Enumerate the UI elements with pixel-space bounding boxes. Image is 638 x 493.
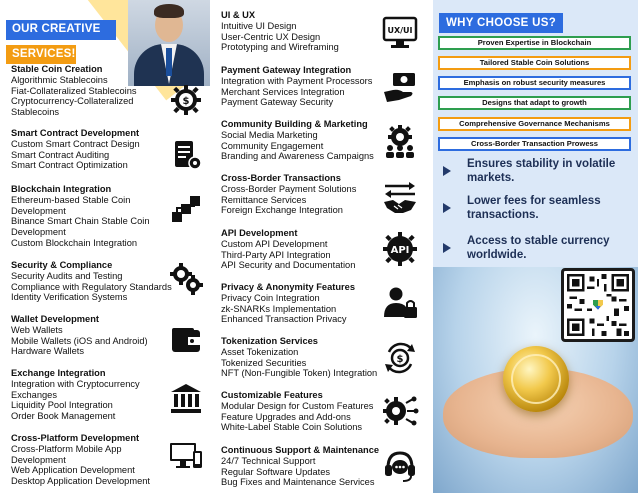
smart-contract-icon [168,137,204,173]
service-heading: Wallet Development [11,314,99,324]
api-gear-icon [381,231,419,267]
services-title-line1: OUR CREATIVE [6,20,116,40]
service-item: Feature Upgrades and Add-ons [221,411,351,422]
service-item: Modular Design for Custom Features [221,400,374,411]
service-item: Bug Fixes and Maintenance Services [221,477,375,488]
service-item: Smart Contract Auditing [11,149,110,160]
service-security-compliance [11,260,172,303]
service-item: Identity Verification Systems [11,292,128,303]
blockchain-blocks-icon [168,192,204,228]
benefit-text: Lower fees for seamless transactions. [467,195,601,221]
benefit-bullet [443,158,633,188]
service-item: Binance Smart Chain Stable Coin [11,216,150,227]
arrow-icon [443,166,451,176]
service-item: Exchanges [11,389,57,400]
reason-pill: Comprehensive Governance Mechanisms [438,117,631,131]
reason-pill: Proven Expertise in Blockchain [438,36,631,50]
service-item: Enhanced Transaction Privacy [221,314,347,325]
service-item: Development [11,205,66,216]
service-item: Cryptocurrency-Collateralized [11,96,134,107]
service-heading: UI & UX [221,10,256,20]
service-item: Regular Software Updates [221,466,331,477]
right-column [433,0,638,493]
service-item: White-Label Stable Coin Solutions [221,422,363,433]
service-cross-border [221,173,356,216]
community-gear-icon [381,124,419,160]
service-item: Liquidity Pool Integration [11,400,113,411]
arrow-icon [443,203,451,213]
user-lock-icon [381,285,419,321]
svg-text:$: $ [396,354,404,365]
service-item: Asset Tokenization [221,346,299,357]
service-item: Development [11,454,66,465]
service-item: Foreign Exchange Integration [221,205,343,216]
service-heading: Blockchain Integration [11,184,112,194]
service-item: Algorithmic Stablecoins [11,74,108,85]
service-item: Hardware Wallets [11,346,85,357]
reason-pill: Designs that adapt to growth [438,96,631,110]
service-item: Branding and Awareness Campaigns [221,151,374,162]
service-item: Prototyping and Wireframing [221,42,339,53]
service-item: API Security and Documentation [221,260,356,271]
service-item: Stablecoins [11,107,60,118]
service-item: Web Application Development [11,465,135,476]
service-item: Custom API Development [221,238,328,249]
service-item: Order Book Management [11,411,116,422]
service-blockchain-integration [11,184,150,249]
service-item: Privacy Coin Integration [221,292,320,303]
benefit-text: Ensures stability in volatile markets. [467,158,616,184]
service-community-marketing [221,119,374,162]
exchange-bank-icon [168,381,204,417]
payment-hand-icon [381,70,419,106]
handshake-icon [381,180,419,216]
left-column [0,0,215,493]
service-item: Fiat-Collateralized Stablecoins [11,85,137,96]
service-item: Intuitive UI Design [221,20,297,31]
reason-pill: Tailored Stable Coin Solutions [438,56,631,70]
service-item: User-Centric UX Design [221,31,321,42]
service-continuous-support [221,445,379,488]
service-heading: Stable Coin Creation [11,64,103,74]
service-payment-gateway [221,65,372,108]
service-ui-ux [221,10,339,53]
service-item: Community Engagement [221,140,324,151]
services-title-line2: SERVICES! [6,45,76,65]
service-cross-platform [11,433,150,487]
service-heading: Cross-Platform Development [11,433,140,443]
service-exchange-integration [11,368,140,422]
service-item: Third-Party API Integration [221,249,331,260]
service-heading: Continuous Support & Maintenance [221,445,380,455]
service-item: NFT (Non-Fungible Token) Integration [221,368,378,379]
service-item: Integration with Cryptocurrency [11,378,140,389]
security-gears-icon [168,261,204,297]
reason-pill: Cross-Border Transaction Prowess [438,137,631,151]
benefit-bullet [443,195,633,225]
service-item: Integration with Payment Processors [221,75,373,86]
service-tokenization [221,336,377,379]
service-item: Desktop Application Development [11,476,151,487]
service-item: zk-SNARKs Implementation [221,303,337,314]
service-item: Custom Smart Contract Design [11,138,140,149]
service-heading: Security & Compliance [11,260,113,270]
reason-pill: Emphasis on robust security measures [438,76,631,90]
service-heading: API Development [221,228,298,238]
service-item: Ethereum-based Stable Coin [11,194,131,205]
service-item: Payment Gateway Security [221,97,334,108]
ux-ui-monitor-icon [381,15,419,51]
arrow-icon [443,243,451,253]
service-item: Custom Blockchain Integration [11,237,138,248]
service-item: Tokenized Securities [221,357,307,368]
qr-code-icon[interactable] [561,268,635,342]
service-heading: Customizable Features [221,390,323,400]
services-title [6,20,116,64]
service-item: Compliance with Regulatory Standards [11,281,172,292]
service-heading: Tokenization Services [221,336,318,346]
benefit-bullet [443,235,633,265]
service-customizable-features [221,390,373,433]
service-heading: Privacy & Anonymity Features [221,282,355,292]
service-item: 24/7 Technical Support [221,455,316,466]
why-choose-us-title: WHY CHOOSE US? [439,13,563,33]
businessman-photo [128,0,210,86]
service-item: Smart Contract Optimization [11,160,128,171]
service-item: Development [11,227,66,238]
custom-gear-icon [381,393,419,429]
service-api-development [221,228,355,271]
service-privacy-anonymity [221,282,355,325]
service-stable-coin-creation [11,64,137,118]
service-heading: Community Building & Marketing [221,119,368,129]
service-item: Merchant Services Integration [221,86,345,97]
service-item: Security Audits and Testing [11,270,123,281]
service-item: Remittance Services [221,194,307,205]
gold-coin-illustration [503,346,569,412]
service-smart-contract [11,128,140,171]
benefit-text: Access to stable currency worldwide. [467,235,610,261]
svg-text:$: $ [182,96,190,107]
wallet-icon [168,322,204,358]
service-heading: Exchange Integration [11,368,106,378]
service-item: Web Wallets [11,324,63,335]
service-item: Mobile Wallets (iOS and Android) [11,335,148,346]
cross-platform-devices-icon [168,438,204,474]
api-icon-text: API [390,245,410,256]
service-item: Cross-Platform Mobile App [11,443,122,454]
service-item: Cross-Border Payment Solutions [221,183,357,194]
service-wallet-development [11,314,148,357]
service-heading: Cross-Border Transactions [221,173,341,183]
ux-ui-icon-text: UX/UI [387,26,413,35]
service-heading: Payment Gateway Integration [221,65,352,75]
service-item: Social Media Marketing [221,129,318,140]
support-headset-icon [381,448,419,484]
gear-coin-icon [168,82,204,118]
tokenization-cycle-icon [381,340,419,376]
service-heading: Smart Contract Development [11,128,140,138]
